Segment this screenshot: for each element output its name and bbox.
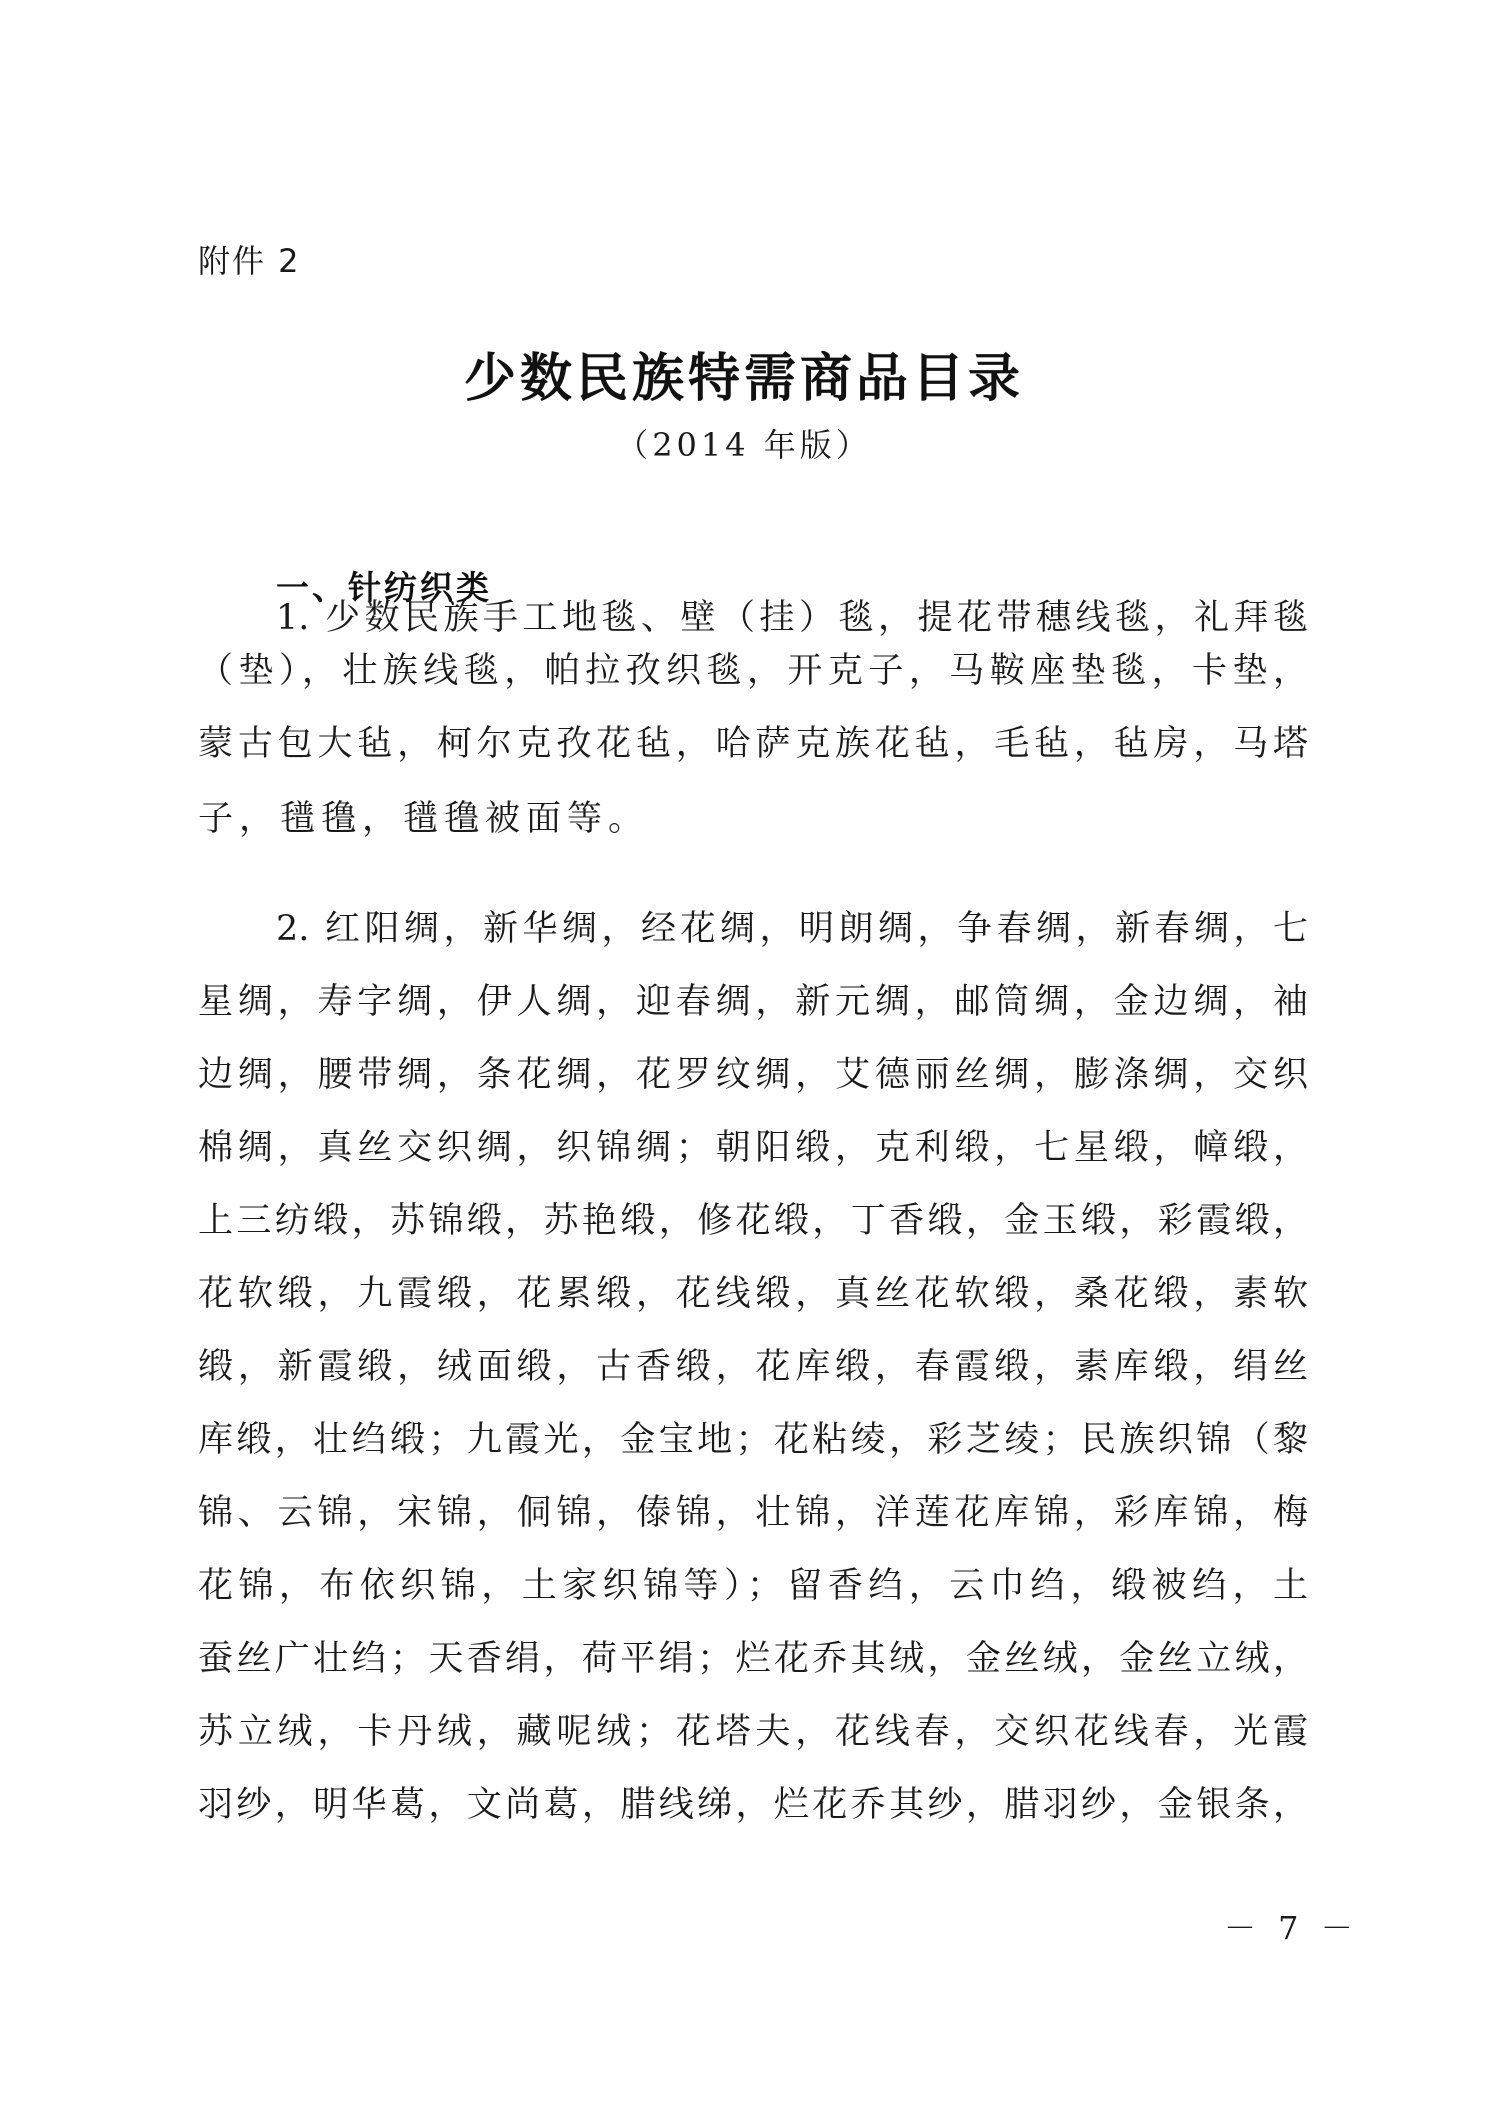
body-line: 星绸，寿字绸，伊人绸，迎春绸，新元绸，邮筒绸，金边绸，袖: [198, 982, 1308, 1022]
body-line: 蚕丝广壮绉；天香绢，荷平绢；烂花乔其绒，金丝绒，金丝立绒，: [198, 1639, 1308, 1679]
body-line: 花软缎，九霞缎，花累缎，花线缎，真丝花软缎，桑花缎，素软: [198, 1274, 1308, 1314]
body-line: 苏立绒，卡丹绒，藏呢绒；花塔夫，花线春，交织花线春，光霞: [198, 1712, 1308, 1752]
body-line: 子，氆氇，氆氇被面等。: [198, 799, 650, 839]
document-subtitle: （2014 年版）: [616, 426, 872, 464]
body-line: 锦、云锦，宋锦，侗锦，傣锦，壮锦，洋莲花库锦，彩库锦，梅: [198, 1493, 1308, 1533]
body-line: 花锦，布依织锦，土家织锦等）；留香绉，云巾绉，缎被绉，土: [198, 1566, 1308, 1606]
body-line: 缎，新霞缎，绒面缎，古香缎，花库缎，春霞缎，素库缎，绢丝: [198, 1347, 1308, 1387]
body-line: 库缎，壮绉缎；九霞光，金宝地；花粘绫，彩芝绫；民族织锦（黎: [198, 1420, 1308, 1460]
body-line: 羽纱，明华葛，文尚葛，腊线绨，烂花乔其纱，腊羽纱，金银条，: [198, 1785, 1308, 1825]
body-line: 1. 少数民族手工地毯、壁（挂）毯，提花带穗线毯，礼拜毯: [276, 598, 1308, 638]
section-heading: 一、针纺织类: [276, 568, 492, 607]
document-title: 少数民族特需商品目录: [463, 349, 1024, 409]
body-line: 上三纺缎，苏锦缎，苏艳缎，修花缎，丁香缎，金玉缎，彩霞缎，: [198, 1201, 1308, 1241]
body-line: 棉绸，真丝交织绸，织锦绸；朝阳缎，克利缎，七星缎，幛缎，: [198, 1128, 1308, 1168]
page-number: － 7 －: [1224, 1909, 1359, 1947]
body-line: 边绸，腰带绸，条花绸，花罗纹绸，艾德丽丝绸，膨涤绸，交织: [198, 1055, 1308, 1095]
body-line: 2. 红阳绸，新华绸，经花绸，明朗绸，争春绸，新春绸，七: [276, 909, 1308, 949]
attachment-label: 附件 2: [198, 242, 301, 280]
body-line: （垫），壮族线毯，帕拉孜织毯，开克子，马鞍座垫毯，卡垫，: [198, 651, 1308, 691]
body-line: 蒙古包大毡，柯尔克孜花毡，哈萨克族花毡，毛毡，毡房，马塔: [198, 724, 1308, 764]
